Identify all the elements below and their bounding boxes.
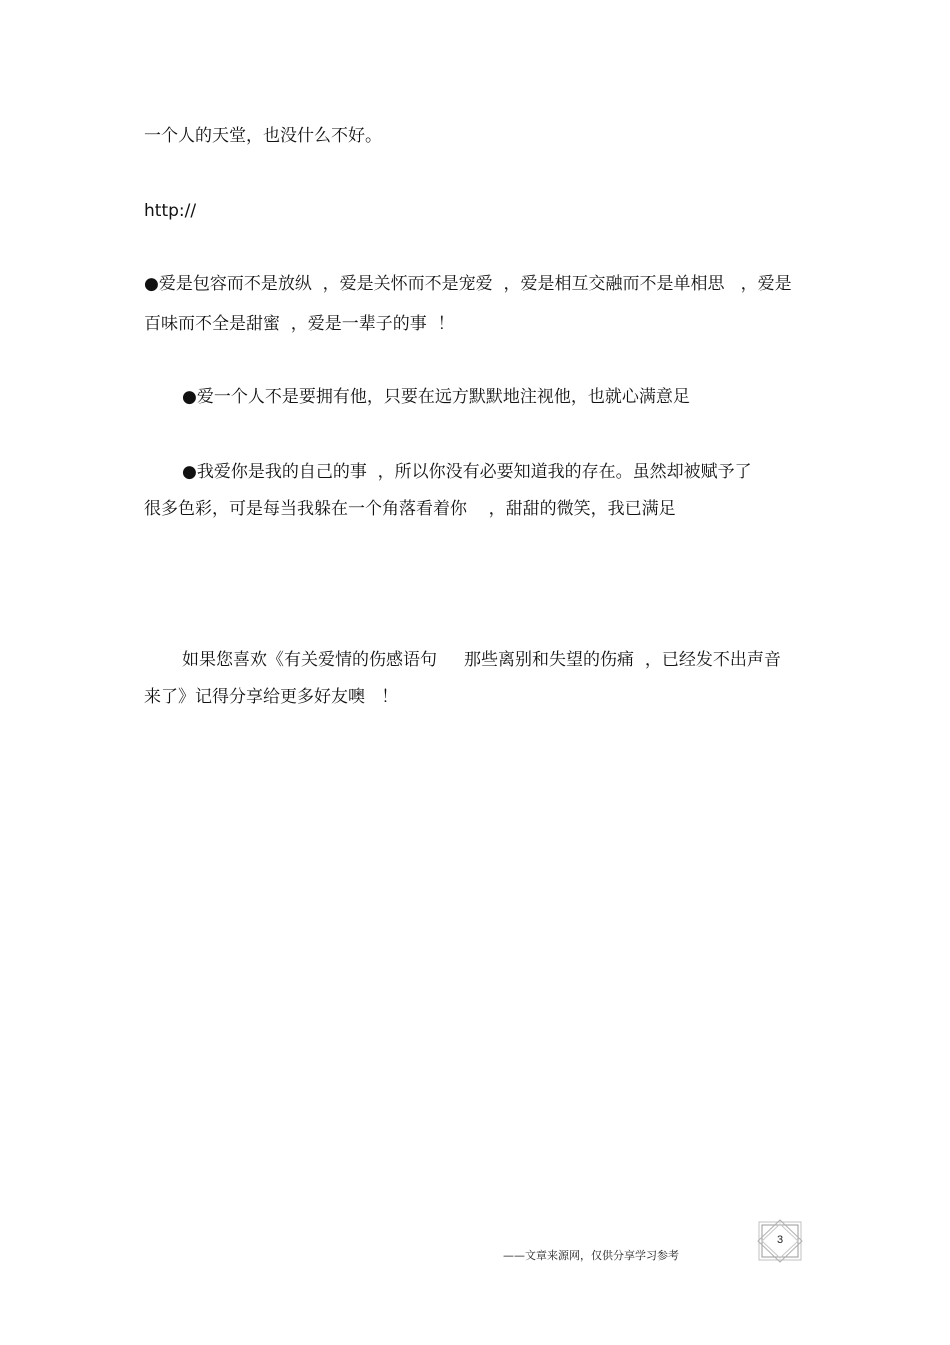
paragraph-line: ●我爱你是我的自己的事 ，所以你没有必要知道我的存在。虽然却被赋予了 xyxy=(182,462,752,482)
page-number: 3 xyxy=(776,1234,784,1246)
paragraph-line: ●爱是包容而不是放纵 ，爱是关怀而不是宠爱 ，爱是相互交融而不是单相思 ，爱是 xyxy=(144,274,792,294)
paragraph-line: 来了》记得分享给更多好友噢 ！ xyxy=(144,687,399,707)
page-number-badge xyxy=(755,1218,805,1264)
paragraph-line: ●爱一个人不是要拥有他，只要在远方默默地注视他，也就心满意足 xyxy=(182,387,690,407)
paragraph-line: 如果您喜欢《有关爱情的伤感语句 那些离别和失望的伤痛 ，已经发不出声音 xyxy=(182,650,781,670)
paragraph-line: 百味而不全是甜蜜 ，爱是一辈子的事 ！ xyxy=(144,314,455,334)
text-line: 一个人的天堂，也没什么不好。 xyxy=(144,126,382,146)
footer-source-text: ——文章来源网，仅供分享学习参考 xyxy=(503,1249,679,1262)
paragraph-line: 很多色彩，可是每当我躲在一个角落看着你 ，甜甜的微笑，我已满足 xyxy=(144,499,676,519)
url-text: http:// xyxy=(144,201,197,221)
